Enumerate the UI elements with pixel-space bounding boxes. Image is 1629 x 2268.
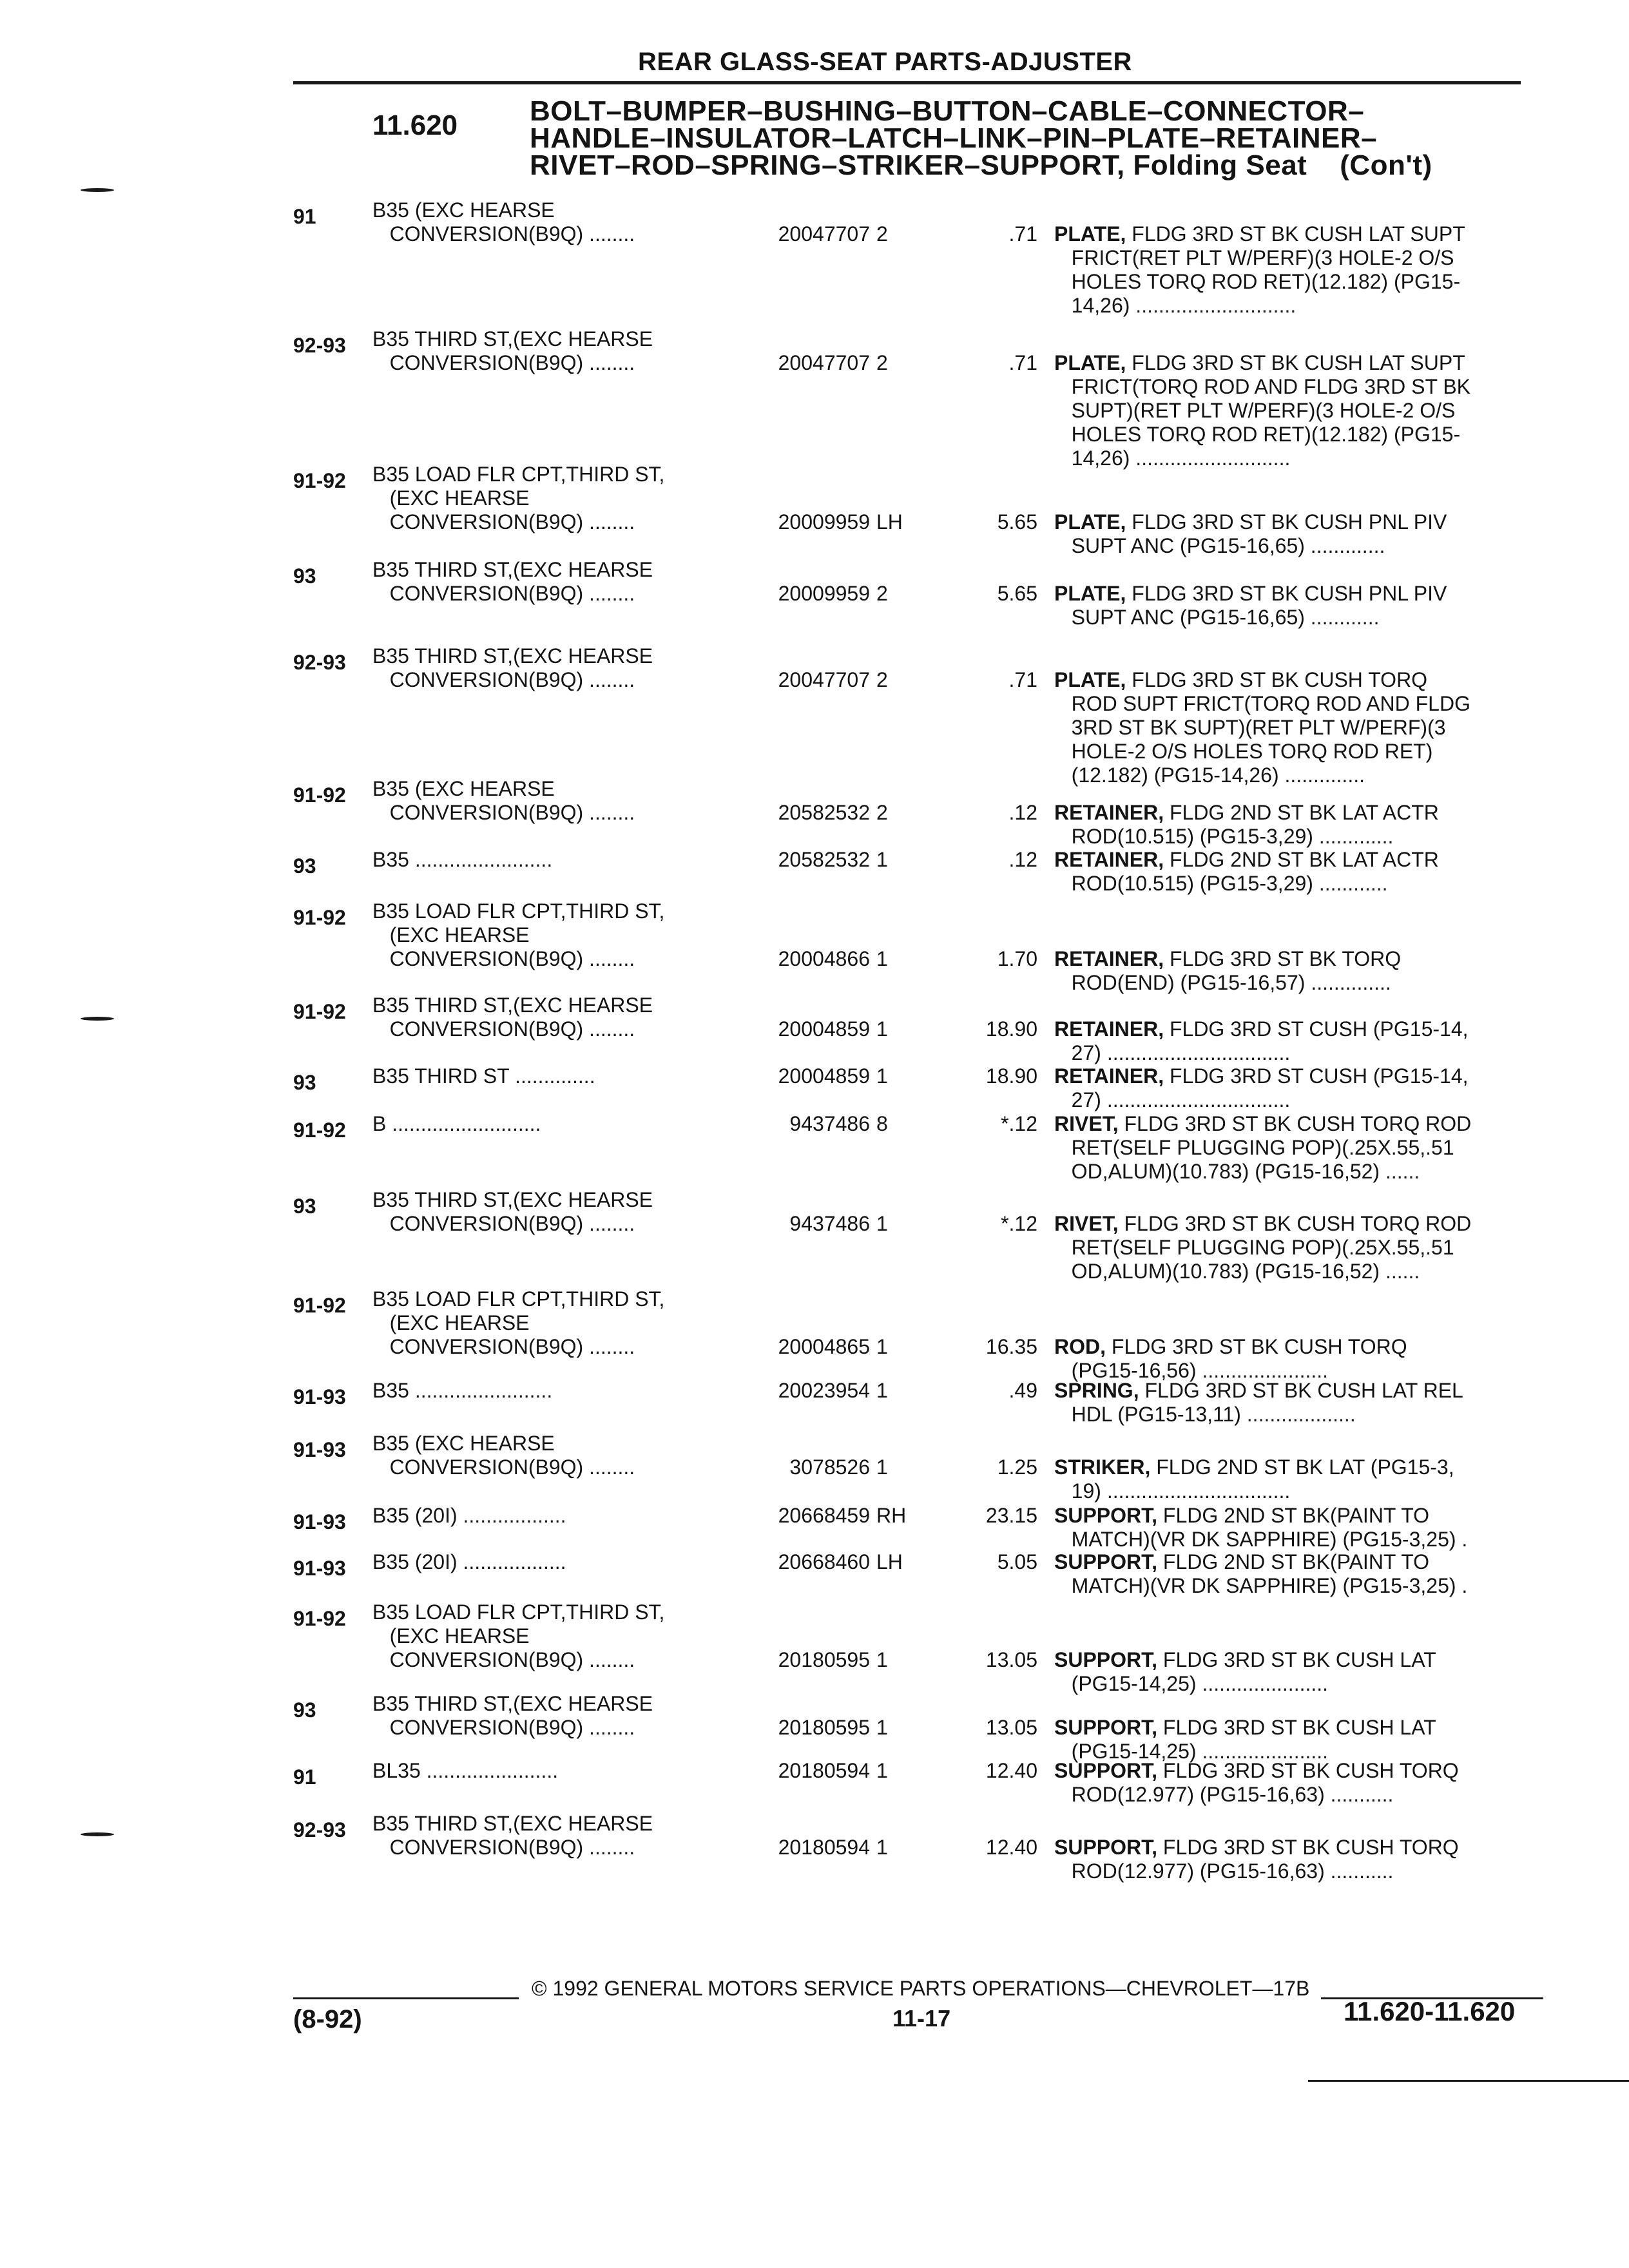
model-year: 91-92 bbox=[293, 783, 346, 807]
part-detail: FLDG 2ND ST BK LAT (PG15-3, 19) ................................ bbox=[1071, 1456, 1454, 1503]
part-number: 20004866 bbox=[778, 947, 870, 970]
price: 5.05 bbox=[997, 1550, 1037, 1573]
part-number: 20582532 bbox=[778, 801, 870, 824]
model-year: 93 bbox=[293, 1071, 316, 1094]
part-number: 9437486 bbox=[789, 1212, 870, 1235]
model-year: 91-93 bbox=[293, 1510, 346, 1533]
part-name: PLATE, bbox=[1054, 222, 1126, 245]
usage-description: B35 ........................ bbox=[372, 848, 553, 871]
usage-description: B35 LOAD FLR CPT,THIRD ST, (EXC HEARSE CONVERSION(B9Q) ........ bbox=[372, 899, 665, 970]
quantity: 8 bbox=[876, 1112, 888, 1135]
quantity: 1 bbox=[876, 1017, 888, 1041]
quantity: 2 bbox=[876, 351, 888, 374]
part-name: SUPPORT, bbox=[1054, 1836, 1158, 1859]
part-number: 20180595 bbox=[778, 1716, 870, 1739]
usage-description: B35 THIRD ST,(EXC HEARSE CONVERSION(B9Q) ........ bbox=[372, 1812, 653, 1859]
part-description bbox=[1054, 1212, 1471, 1283]
quantity: 1 bbox=[876, 947, 888, 970]
part-name: PLATE, bbox=[1054, 582, 1126, 605]
quantity: 1 bbox=[876, 1456, 888, 1479]
part-description bbox=[1054, 510, 1447, 558]
price: .71 bbox=[1008, 668, 1037, 691]
part-detail: FLDG 2ND ST BK(PAINT TO MATCH)(VR DK SAPPHIRE) (PG15-3,25) . bbox=[1071, 1504, 1468, 1551]
part-description bbox=[1054, 801, 1439, 849]
part-number: 20668460 bbox=[778, 1550, 870, 1573]
price: 5.65 bbox=[997, 582, 1037, 605]
part-name: ROD, bbox=[1054, 1335, 1106, 1358]
usage-description: B35 THIRD ST,(EXC HEARSE CONVERSION(B9Q) ........ bbox=[372, 1188, 653, 1235]
quantity: RH bbox=[876, 1504, 907, 1527]
part-number: 9437486 bbox=[789, 1112, 870, 1135]
part-detail: FLDG 2ND ST BK LAT ACTR ROD(10.515) (PG15-3,29) ............. bbox=[1071, 801, 1439, 848]
model-year: 91 bbox=[293, 1765, 316, 1789]
quantity: 1 bbox=[876, 1335, 888, 1358]
hole-punch-mark bbox=[81, 1832, 114, 1836]
quantity: 1 bbox=[876, 848, 888, 871]
part-number: 20180594 bbox=[778, 1836, 870, 1859]
quantity: 1 bbox=[876, 1212, 888, 1235]
section-number: 11.620 bbox=[372, 110, 458, 141]
part-description bbox=[1054, 1716, 1436, 1763]
part-number: 20004859 bbox=[778, 1064, 870, 1088]
usage-description: B35 THIRD ST,(EXC HEARSE CONVERSION(B9Q) ........ bbox=[372, 558, 653, 605]
usage-description: B35 THIRD ST .............. bbox=[372, 1064, 595, 1088]
model-year: 92-93 bbox=[293, 334, 346, 357]
part-name: RETAINER, bbox=[1054, 947, 1164, 970]
part-number: 20009959 bbox=[778, 582, 870, 605]
part-description bbox=[1054, 351, 1470, 470]
usage-description: B35 THIRD ST,(EXC HEARSE CONVERSION(B9Q) ........ bbox=[372, 994, 653, 1041]
usage-description: B35 (EXC HEARSE CONVERSION(B9Q) ........ bbox=[372, 198, 635, 245]
part-detail: FLDG 3RD ST BK CUSH TORQ ROD SUPT FRICT(TORQ ROD AND FLDG 3RD ST BK SUPT)(RET PLT W/PERF)(3 HOLE-2 O/S HOLES TORQ ROD RET) (12.182) (PG15-14,26) .............. bbox=[1071, 668, 1470, 787]
quantity: 1 bbox=[876, 1716, 888, 1739]
price: *.12 bbox=[1001, 1112, 1037, 1135]
quantity: 2 bbox=[876, 668, 888, 691]
date-code: (8-92) bbox=[293, 2005, 362, 2033]
model-year: 92-93 bbox=[293, 1818, 346, 1841]
section-title: BOLT–BUMPER–BUSHING–BUTTON–CABLE–CONNECTOR– HANDLE–INSULATOR–LATCH–LINK–PIN–PLATE–RETAINER– RIVET–ROD–SPRING–STRIKER–SUPPORT, Folding Seat (Con't) bbox=[530, 95, 1432, 181]
model-year: 91-92 bbox=[293, 1294, 346, 1317]
part-description bbox=[1054, 1064, 1469, 1112]
model-year: 93 bbox=[293, 854, 316, 878]
part-detail: FLDG 3RD ST CUSH (PG15-14, 27) ................................ bbox=[1071, 1064, 1469, 1111]
usage-description: B35 LOAD FLR CPT,THIRD ST, (EXC HEARSE CONVERSION(B9Q) ........ bbox=[372, 1287, 665, 1358]
part-detail: FLDG 3RD ST BK CUSH LAT SUPT FRICT(TORQ ROD AND FLDG 3RD ST BK SUPT)(RET PLT W/PERF)(3 HOLE-2 O/S HOLES TORQ ROD RET)(12.182) (PG15- 14,26) ........................... bbox=[1071, 351, 1470, 470]
part-description bbox=[1054, 1759, 1459, 1807]
part-name: STRIKER, bbox=[1054, 1456, 1151, 1479]
part-description bbox=[1054, 1550, 1467, 1598]
model-year: 91-92 bbox=[293, 1000, 346, 1023]
usage-description: B35 (20I) .................. bbox=[372, 1550, 566, 1573]
part-detail: FLDG 3RD ST BK CUSH TORQ ROD RET(SELF PLUGGING POP)(.25X.55,.51 OD,ALUM)(10.783) (PG15-16,52) ...... bbox=[1071, 1212, 1472, 1283]
part-detail: FLDG 3RD ST CUSH (PG15-14, 27) ................................ bbox=[1071, 1017, 1469, 1064]
part-detail: FLDG 3RD ST BK CUSH PNL PIV SUPT ANC (PG15-16,65) ............. bbox=[1071, 510, 1447, 557]
quantity: LH bbox=[876, 1550, 903, 1573]
price: *.12 bbox=[1001, 1212, 1037, 1235]
price: .71 bbox=[1008, 351, 1037, 374]
part-name: RETAINER, bbox=[1054, 848, 1164, 871]
part-name: SUPPORT, bbox=[1054, 1504, 1158, 1527]
price: .49 bbox=[1008, 1379, 1037, 1402]
part-name: SUPPORT, bbox=[1054, 1759, 1158, 1782]
usage-description: BL35 ....................... bbox=[372, 1759, 559, 1782]
usage-description: B35 THIRD ST,(EXC HEARSE CONVERSION(B9Q) ........ bbox=[372, 1692, 653, 1739]
quantity: 1 bbox=[876, 1759, 888, 1782]
part-name: SUPPORT, bbox=[1054, 1550, 1158, 1573]
part-detail: FLDG 3RD ST BK CUSH TORQ (PG15-16,56) ...................... bbox=[1071, 1335, 1407, 1382]
part-name: RETAINER, bbox=[1054, 801, 1164, 824]
price: 13.05 bbox=[985, 1648, 1037, 1671]
part-name: RIVET, bbox=[1054, 1212, 1119, 1235]
model-year: 91-92 bbox=[293, 1119, 346, 1142]
model-year: 93 bbox=[293, 1195, 316, 1218]
quantity: 2 bbox=[876, 222, 888, 245]
part-detail: FLDG 3RD ST BK CUSH PNL PIV SUPT ANC (PG15-16,65) ............ bbox=[1071, 582, 1447, 629]
model-year: 91 bbox=[293, 205, 316, 228]
part-description bbox=[1054, 668, 1470, 787]
usage-description: B .......................... bbox=[372, 1112, 541, 1135]
part-detail: FLDG 2ND ST BK(PAINT TO MATCH)(VR DK SAPPHIRE) (PG15-3,25) . bbox=[1071, 1550, 1468, 1597]
part-description bbox=[1054, 1504, 1467, 1552]
price: 12.40 bbox=[985, 1759, 1037, 1782]
part-detail: FLDG 3RD ST BK CUSH LAT (PG15-14,25) ...................... bbox=[1071, 1648, 1436, 1695]
hole-punch-mark bbox=[81, 188, 114, 192]
part-number: 20047707 bbox=[778, 222, 870, 245]
part-description bbox=[1054, 1648, 1436, 1696]
part-number: 20582532 bbox=[778, 848, 870, 871]
part-description bbox=[1054, 1379, 1463, 1427]
model-year: 92-93 bbox=[293, 651, 346, 674]
footer-rule-left bbox=[293, 1997, 519, 1999]
model-year: 91-92 bbox=[293, 1607, 346, 1630]
model-year: 91-93 bbox=[293, 1438, 346, 1461]
part-description bbox=[1054, 1836, 1459, 1883]
part-number: 20009959 bbox=[778, 510, 870, 533]
quantity: LH bbox=[876, 510, 903, 533]
model-year: 91-92 bbox=[293, 469, 346, 492]
part-name: RETAINER, bbox=[1054, 1064, 1164, 1088]
usage-description: B35 (EXC HEARSE CONVERSION(B9Q) ........ bbox=[372, 1432, 635, 1479]
part-description bbox=[1054, 1017, 1469, 1065]
part-number: 20180595 bbox=[778, 1648, 870, 1671]
price: 5.65 bbox=[997, 510, 1037, 533]
part-number: 20004859 bbox=[778, 1017, 870, 1041]
price: .12 bbox=[1008, 848, 1037, 871]
part-name: SUPPORT, bbox=[1054, 1716, 1158, 1739]
price: 16.35 bbox=[985, 1335, 1037, 1358]
price: 23.15 bbox=[985, 1504, 1037, 1527]
hole-punch-mark bbox=[81, 1017, 114, 1021]
part-number: 20180594 bbox=[778, 1759, 870, 1782]
part-detail: FLDG 3RD ST BK CUSH TORQ ROD(12.977) (PG15-16,63) ........... bbox=[1071, 1836, 1459, 1883]
usage-description: B35 LOAD FLR CPT,THIRD ST, (EXC HEARSE CONVERSION(B9Q) ........ bbox=[372, 1600, 665, 1671]
model-year: 93 bbox=[293, 1698, 316, 1722]
part-name: RIVET, bbox=[1054, 1112, 1119, 1135]
part-number: 20668459 bbox=[778, 1504, 870, 1527]
page-number: 11-17 bbox=[892, 2005, 951, 2032]
price: 18.90 bbox=[985, 1017, 1037, 1041]
part-detail: FLDG 2ND ST BK LAT ACTR ROD(10.515) (PG15-3,29) ............ bbox=[1071, 848, 1439, 895]
part-number: 20023954 bbox=[778, 1379, 870, 1402]
part-description bbox=[1054, 1335, 1407, 1383]
price: 1.70 bbox=[997, 947, 1037, 970]
part-detail: FLDG 3RD ST BK CUSH TORQ ROD RET(SELF PLUGGING POP)(.25X.55,.51 OD,ALUM)(10.783) (PG15-16,52) ...... bbox=[1071, 1112, 1472, 1183]
part-detail: FLDG 3RD ST BK CUSH LAT REL HDL (PG15-13,11) ................... bbox=[1071, 1379, 1463, 1426]
model-year: 91-92 bbox=[293, 906, 346, 929]
price: .12 bbox=[1008, 801, 1037, 824]
part-number: 20047707 bbox=[778, 351, 870, 374]
model-year: 91-93 bbox=[293, 1385, 346, 1408]
quantity: 1 bbox=[876, 1379, 888, 1402]
part-description bbox=[1054, 1112, 1471, 1184]
quantity: 1 bbox=[876, 1836, 888, 1859]
part-name: PLATE, bbox=[1054, 510, 1126, 533]
usage-description: B35 THIRD ST,(EXC HEARSE CONVERSION(B9Q) ........ bbox=[372, 327, 653, 374]
price: 13.05 bbox=[985, 1716, 1037, 1739]
page-title: REAR GLASS-SEAT PARTS-ADJUSTER bbox=[638, 48, 1132, 76]
part-detail: FLDG 3RD ST BK CUSH LAT (PG15-14,25) ...................... bbox=[1071, 1716, 1436, 1763]
section-range: 11.620-11.620 bbox=[1344, 1996, 1516, 2026]
model-year: 93 bbox=[293, 564, 316, 588]
part-description bbox=[1054, 582, 1447, 629]
price: 1.25 bbox=[997, 1456, 1037, 1479]
part-number: 3078526 bbox=[789, 1456, 870, 1479]
part-description bbox=[1054, 1456, 1454, 1503]
part-name: PLATE, bbox=[1054, 668, 1126, 691]
price: 18.90 bbox=[985, 1064, 1037, 1088]
part-name: SUPPORT, bbox=[1054, 1648, 1158, 1671]
price: .71 bbox=[1008, 222, 1037, 245]
price: 12.40 bbox=[985, 1836, 1037, 1859]
usage-description: B35 THIRD ST,(EXC HEARSE CONVERSION(B9Q) ........ bbox=[372, 644, 653, 691]
quantity: 2 bbox=[876, 582, 888, 605]
usage-description: B35 LOAD FLR CPT,THIRD ST, (EXC HEARSE CONVERSION(B9Q) ........ bbox=[372, 463, 665, 533]
part-name: RETAINER, bbox=[1054, 1017, 1164, 1041]
quantity: 1 bbox=[876, 1648, 888, 1671]
part-number: 20047707 bbox=[778, 668, 870, 691]
copyright-line: © 1992 GENERAL MOTORS SERVICE PARTS OPERATIONS—CHEVROLET—17B bbox=[532, 1977, 1310, 2000]
usage-description: B35 (20I) .................. bbox=[372, 1504, 566, 1527]
edge-rule bbox=[1308, 2080, 1629, 2082]
part-name: SPRING, bbox=[1054, 1379, 1139, 1402]
header-rule bbox=[293, 81, 1521, 84]
part-detail: FLDG 3RD ST BK CUSH TORQ ROD(12.977) (PG15-16,63) ........... bbox=[1071, 1759, 1459, 1806]
usage-description: B35 (EXC HEARSE CONVERSION(B9Q) ........ bbox=[372, 777, 635, 824]
model-year: 91-93 bbox=[293, 1557, 346, 1580]
part-detail: FLDG 3RD ST BK TORQ ROD(END) (PG15-16,57) .............. bbox=[1071, 947, 1402, 994]
part-detail: FLDG 3RD ST BK CUSH LAT SUPT FRICT(RET PLT W/PERF)(3 HOLE-2 O/S HOLES TORQ ROD RET)(12.182) (PG15- 14,26) ............................ bbox=[1071, 222, 1465, 317]
part-name: PLATE, bbox=[1054, 351, 1126, 374]
part-description bbox=[1054, 222, 1465, 318]
quantity: 1 bbox=[876, 1064, 888, 1088]
part-description bbox=[1054, 848, 1439, 896]
usage-description: B35 ........................ bbox=[372, 1379, 553, 1402]
part-description bbox=[1054, 947, 1401, 995]
part-number: 20004865 bbox=[778, 1335, 870, 1358]
quantity: 2 bbox=[876, 801, 888, 824]
